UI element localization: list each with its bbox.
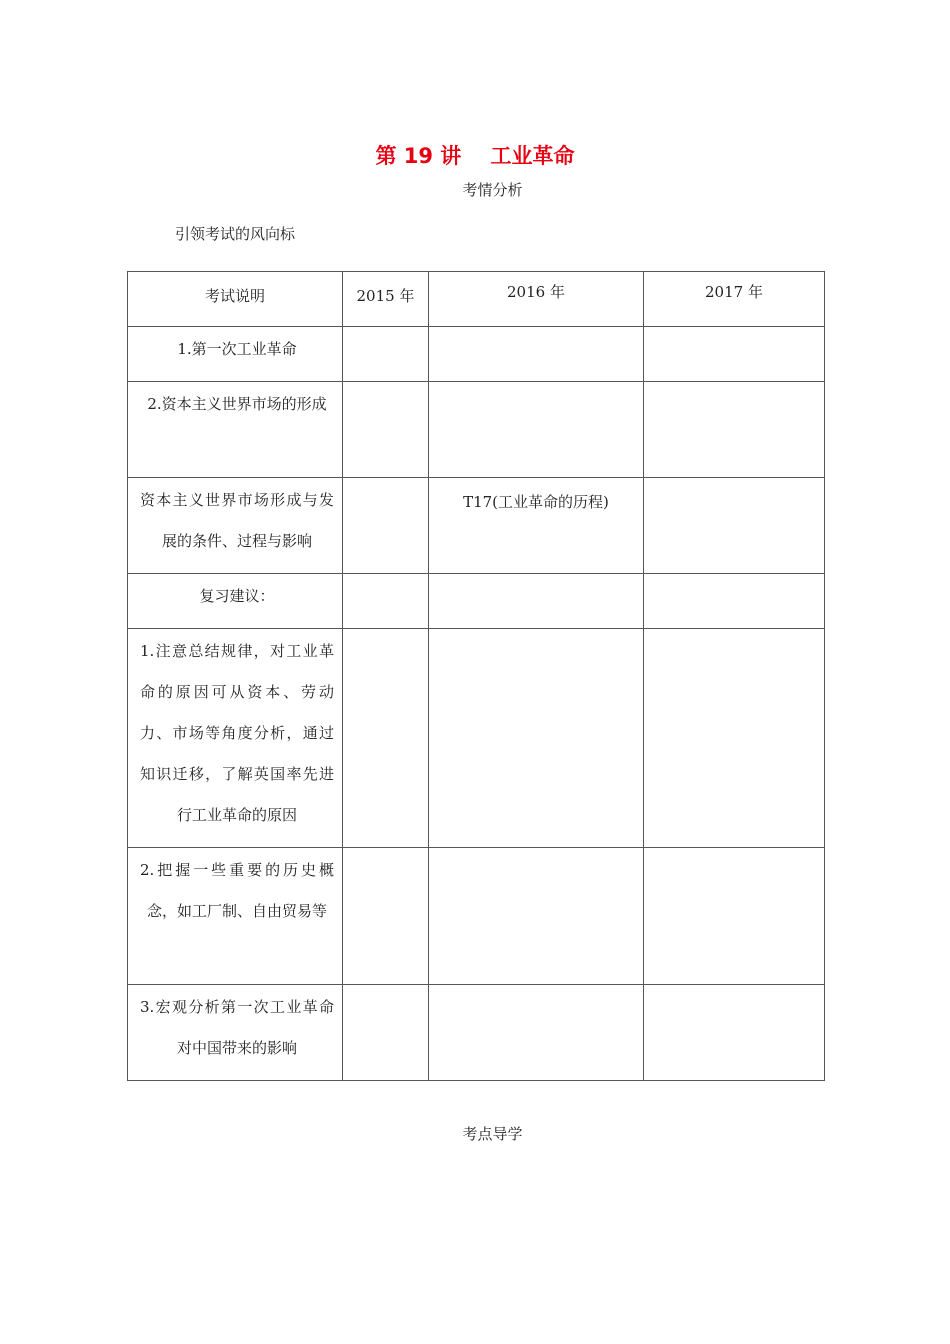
table-cell [644, 574, 825, 629]
table-cell [429, 382, 644, 478]
table-cell: 1.注意总结规律，对工业革命的原因可从资本、劳动力、市场等角度分析，通过知识迁移，了解英国率先进行工业革命的原因 [128, 629, 343, 848]
table-cell [644, 327, 825, 382]
table-cell [429, 327, 644, 382]
exam-table [127, 271, 825, 1081]
table-cell [644, 848, 825, 985]
table-cell: 1.第一次工业革命 [128, 327, 343, 382]
table-row [128, 985, 825, 1081]
table-cell: 资本主义世界市场形成与发展的条件、过程与影响 [128, 478, 343, 574]
table-cell [644, 382, 825, 478]
header-2015: 2015 年 [343, 272, 429, 327]
table-cell [343, 848, 429, 985]
table-cell [644, 478, 825, 574]
table-cell: T17(工业革命的历程) [429, 478, 644, 574]
section-heading-guide: 考点导学 [462, 1125, 523, 1143]
header-2017: 2017 年 [644, 272, 825, 327]
table-cell [343, 985, 429, 1081]
intro-text: 引领考试的风向标 [175, 225, 296, 243]
table-cell [429, 574, 644, 629]
table-cell [429, 848, 644, 985]
table-cell [429, 629, 644, 848]
header-2016: 2016 年 [429, 272, 644, 327]
table-row [128, 574, 825, 629]
section-heading-analysis: 考情分析 [462, 181, 523, 199]
table-cell: 3.宏观分析第一次工业革命对中国带来的影响 [128, 985, 343, 1081]
table-row [128, 478, 825, 574]
table-row [128, 629, 825, 848]
table-cell [644, 629, 825, 848]
table-cell [343, 478, 429, 574]
table-cell [644, 985, 825, 1081]
table-row [128, 327, 825, 382]
table-cell [343, 382, 429, 478]
header-exam-description: 考试说明 [128, 272, 343, 327]
table-header-row [128, 272, 825, 327]
table-row [128, 848, 825, 985]
table-cell [343, 629, 429, 848]
lesson-title: 第 19 讲 工业革命 [375, 144, 575, 168]
table-cell: 复习建议： [128, 574, 343, 629]
table-cell [343, 327, 429, 382]
table-row [128, 382, 825, 478]
table-cell: 2.资本主义世界市场的形成 [128, 382, 343, 478]
table-cell [343, 574, 429, 629]
table-cell [429, 985, 644, 1081]
table-cell: 2.把握一些重要的历史概念，如工厂制、自由贸易等 [128, 848, 343, 985]
